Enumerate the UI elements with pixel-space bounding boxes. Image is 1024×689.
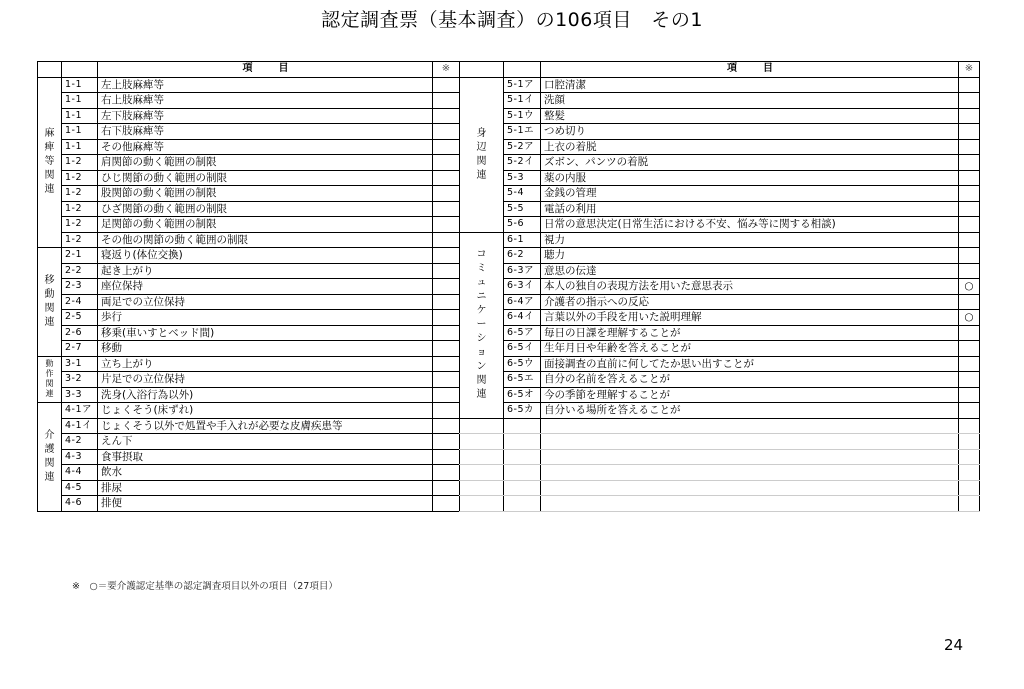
item-mark — [959, 108, 980, 124]
item-mark — [959, 139, 980, 155]
item-code: 6-4ア — [504, 294, 541, 310]
table-row — [460, 372, 980, 388]
blank-cell — [460, 449, 504, 465]
item-code: 2-3 — [62, 279, 98, 295]
item-name: ズボン、パンツの着脱 — [541, 155, 959, 171]
table-row — [38, 170, 460, 186]
item-name: 面接調査の直前に何してたか思い出すことが — [541, 356, 959, 372]
blank-cell — [504, 449, 541, 465]
item-header: 項 目 — [98, 62, 433, 78]
item-code: 6-4イ — [504, 310, 541, 326]
group-label — [38, 403, 62, 512]
group-label-char: シ — [476, 333, 487, 344]
item-code: 3-3 — [62, 387, 98, 403]
group-label — [38, 356, 62, 403]
item-code: 3-2 — [62, 372, 98, 388]
item-mark — [433, 356, 460, 372]
page-title: 認定調査票（基本調査）の106項目 その1 — [321, 9, 703, 31]
table-row — [460, 108, 980, 124]
table-header-row — [460, 62, 980, 78]
item-mark — [959, 403, 980, 419]
item-code: 6-5ウ — [504, 356, 541, 372]
blank-cell — [460, 434, 504, 450]
blank-cell — [541, 480, 959, 496]
item-mark — [959, 77, 980, 93]
item-mark: ○ — [959, 310, 980, 326]
table-row — [460, 124, 980, 140]
item-code: 6-1 — [504, 232, 541, 248]
table-row — [460, 263, 980, 279]
table-row — [460, 232, 980, 248]
table-row — [460, 403, 980, 419]
item-mark — [959, 341, 980, 357]
table-row — [38, 434, 460, 450]
blank-cell — [959, 449, 980, 465]
group-label-char: 動 — [45, 359, 54, 369]
items-table-left — [37, 61, 460, 512]
blank-cell — [504, 496, 541, 512]
item-code: 6-5エ — [504, 372, 541, 388]
blank-row — [460, 434, 980, 450]
code-header — [504, 62, 541, 78]
group-label-char: 関 — [44, 457, 55, 469]
item-mark — [433, 263, 460, 279]
item-name: 日常の意思決定(日常生活における不安、悩み等に関する相談) — [541, 217, 959, 233]
table-row — [460, 77, 980, 93]
item-name: 洗身(入浴行為以外) — [98, 387, 433, 403]
item-mark — [433, 108, 460, 124]
table-row — [38, 449, 460, 465]
group-label-char: ー — [476, 319, 487, 330]
item-code: 1-2 — [62, 201, 98, 217]
table-row — [460, 217, 980, 233]
item-code: 4-2 — [62, 434, 98, 450]
blank-cell — [460, 496, 504, 512]
page-number: 24 — [944, 636, 964, 654]
blank-cell — [959, 480, 980, 496]
blank-cell — [460, 418, 504, 434]
table-row — [460, 279, 980, 295]
table-row — [38, 155, 460, 171]
item-name: 歩行 — [98, 310, 433, 326]
item-code: 4-4 — [62, 465, 98, 481]
table-row — [38, 480, 460, 496]
item-name: 寝返り(体位交換) — [98, 248, 433, 264]
group-label-char: 連 — [44, 184, 55, 196]
item-mark — [433, 449, 460, 465]
group-label-char: 連 — [45, 389, 54, 399]
table-row — [38, 108, 460, 124]
item-code: 4-1イ — [62, 418, 98, 434]
item-code: 5-1ア — [504, 77, 541, 93]
item-code: 6-5カ — [504, 403, 541, 419]
item-code: 2-4 — [62, 294, 98, 310]
item-code: 1-2 — [62, 232, 98, 248]
footnote: ※ ○＝要介護認定基準の認定調査項目以外の項目（27項目） — [72, 581, 338, 592]
table-row — [38, 418, 460, 434]
item-code: 5-4 — [504, 186, 541, 202]
item-code: 1-1 — [62, 77, 98, 93]
item-code: 6-5イ — [504, 341, 541, 357]
item-code: 5-1ウ — [504, 108, 541, 124]
group-label-char: 関 — [44, 302, 55, 314]
item-code: 5-5 — [504, 201, 541, 217]
item-code: 5-1イ — [504, 93, 541, 109]
item-mark — [433, 387, 460, 403]
item-name: 本人の独自の表現方法を用いた意思表示 — [541, 279, 959, 295]
item-mark — [959, 170, 980, 186]
table-row — [460, 248, 980, 264]
item-mark — [433, 403, 460, 419]
item-name: じょくそう以外で処置や手入れが必要な皮膚疾患等 — [98, 418, 433, 434]
group-label-char: コ — [476, 249, 487, 260]
item-code: 1-2 — [62, 170, 98, 186]
item-name: 整髪 — [541, 108, 959, 124]
item-code: 6-5ア — [504, 325, 541, 341]
group-label-char: ン — [476, 361, 487, 372]
item-mark — [433, 139, 460, 155]
item-mark — [433, 434, 460, 450]
table-row — [460, 155, 980, 171]
items-table-right — [459, 61, 980, 512]
group-label-char: 等 — [44, 156, 55, 168]
item-mark: ○ — [959, 279, 980, 295]
item-mark — [959, 263, 980, 279]
item-name: 立ち上がり — [98, 356, 433, 372]
item-mark — [433, 186, 460, 202]
item-name: 左下肢麻痺等 — [98, 108, 433, 124]
table-row — [38, 139, 460, 155]
table-row — [38, 186, 460, 202]
item-code: 6-5オ — [504, 387, 541, 403]
item-name: 肩関節の動く範囲の制限 — [98, 155, 433, 171]
item-name: 起き上がり — [98, 263, 433, 279]
table-row — [38, 232, 460, 248]
group-label-char: ミ — [476, 263, 487, 274]
item-name: 口腔清潔 — [541, 77, 959, 93]
item-code: 1-1 — [62, 124, 98, 140]
item-mark — [959, 294, 980, 310]
mark-header: ※ — [433, 62, 460, 78]
item-code: 1-1 — [62, 93, 98, 109]
table-row — [38, 294, 460, 310]
item-mark — [433, 170, 460, 186]
table-row — [460, 325, 980, 341]
group-label-char: 連 — [44, 471, 55, 483]
item-mark — [433, 325, 460, 341]
code-header — [62, 62, 98, 78]
table-row — [460, 387, 980, 403]
item-code: 5-2イ — [504, 155, 541, 171]
table-row — [38, 201, 460, 217]
item-mark — [959, 155, 980, 171]
item-mark — [433, 155, 460, 171]
item-name: えん下 — [98, 434, 433, 450]
item-name: 自分の名前を答えることが — [541, 372, 959, 388]
blank-cell — [541, 418, 959, 434]
group-label — [38, 77, 62, 248]
item-mark — [433, 279, 460, 295]
item-mark — [433, 465, 460, 481]
item-name: 金銭の管理 — [541, 186, 959, 202]
group-label-char: 関 — [476, 375, 487, 386]
item-name: 薬の内服 — [541, 170, 959, 186]
blank-cell — [460, 465, 504, 481]
item-code: 5-1エ — [504, 124, 541, 140]
table-row — [460, 356, 980, 372]
item-name: 座位保持 — [98, 279, 433, 295]
item-name: ひじ関節の動く範囲の制限 — [98, 170, 433, 186]
group-label-char: 連 — [476, 169, 487, 181]
table-row — [38, 217, 460, 233]
group-label-char: 連 — [44, 316, 55, 328]
blank-row — [460, 449, 980, 465]
blank-cell — [541, 449, 959, 465]
group-label-char: 移 — [44, 274, 55, 286]
table-row — [38, 465, 460, 481]
group-label — [460, 232, 504, 418]
item-code: 5-2ア — [504, 139, 541, 155]
item-name: 視力 — [541, 232, 959, 248]
group-label-char: 身 — [476, 127, 487, 139]
item-mark — [959, 186, 980, 202]
table-row — [38, 248, 460, 264]
table-row — [460, 310, 980, 326]
group-label-char: ョ — [476, 347, 487, 358]
mark-header: ※ — [959, 62, 980, 78]
table-row — [460, 170, 980, 186]
item-mark — [959, 124, 980, 140]
table-row — [38, 325, 460, 341]
table-row — [38, 77, 460, 93]
item-mark — [433, 372, 460, 388]
item-mark — [959, 217, 980, 233]
table-row — [38, 403, 460, 419]
table-row — [38, 93, 460, 109]
table-row — [38, 279, 460, 295]
item-mark — [433, 418, 460, 434]
table-row — [38, 387, 460, 403]
group-label-char: 関 — [45, 379, 54, 389]
blank-cell — [504, 480, 541, 496]
table-row — [38, 496, 460, 512]
group-label-char: 関 — [476, 155, 487, 167]
item-name: 生年月日や年齢を答えることが — [541, 341, 959, 357]
item-mark — [959, 387, 980, 403]
item-name: その他麻痺等 — [98, 139, 433, 155]
group-label-char: 護 — [44, 443, 55, 455]
blank-cell — [959, 434, 980, 450]
item-mark — [959, 201, 980, 217]
item-mark — [433, 248, 460, 264]
group-header — [460, 62, 504, 78]
group-label-char: ニ — [476, 291, 487, 302]
item-code: 4-6 — [62, 496, 98, 512]
item-name: 片足での立位保持 — [98, 372, 433, 388]
table-row — [38, 124, 460, 140]
table-row — [460, 201, 980, 217]
blank-row — [460, 496, 980, 512]
item-code: 2-7 — [62, 341, 98, 357]
group-label-char: ケ — [476, 305, 487, 316]
group-label-char: 辺 — [476, 141, 487, 153]
group-label-char: 作 — [45, 369, 54, 379]
item-code: 1-2 — [62, 155, 98, 171]
table-header-row — [38, 62, 460, 78]
item-mark — [433, 201, 460, 217]
item-code: 6-3ア — [504, 263, 541, 279]
item-mark — [433, 77, 460, 93]
table-row — [460, 341, 980, 357]
item-name: 上衣の着脱 — [541, 139, 959, 155]
group-label-char: 麻 — [44, 128, 55, 140]
item-code: 1-2 — [62, 186, 98, 202]
group-label-char: 関 — [44, 170, 55, 182]
item-mark — [433, 232, 460, 248]
table-row — [460, 93, 980, 109]
table-row — [38, 263, 460, 279]
item-mark — [433, 341, 460, 357]
group-label-char: 動 — [44, 288, 55, 300]
table-row — [38, 341, 460, 357]
blank-cell — [541, 465, 959, 481]
item-name: つめ切り — [541, 124, 959, 140]
item-code: 2-1 — [62, 248, 98, 264]
item-name: 食事摂取 — [98, 449, 433, 465]
item-mark — [433, 93, 460, 109]
item-name: 電話の利用 — [541, 201, 959, 217]
item-name: 両足での立位保持 — [98, 294, 433, 310]
table-row — [38, 310, 460, 326]
item-name: 毎日の日課を理解することが — [541, 325, 959, 341]
item-mark — [959, 372, 980, 388]
item-name: 排便 — [98, 496, 433, 512]
item-mark — [959, 356, 980, 372]
item-mark — [433, 310, 460, 326]
item-name: ひざ関節の動く範囲の制限 — [98, 201, 433, 217]
blank-cell — [504, 434, 541, 450]
group-label — [460, 77, 504, 232]
item-name: 飲水 — [98, 465, 433, 481]
item-mark — [959, 248, 980, 264]
item-mark — [959, 325, 980, 341]
item-name: 左上肢麻痺等 — [98, 77, 433, 93]
item-mark — [433, 124, 460, 140]
blank-row — [460, 480, 980, 496]
item-name: 右下肢麻痺等 — [98, 124, 433, 140]
item-mark — [433, 294, 460, 310]
item-name: 聴力 — [541, 248, 959, 264]
blank-cell — [504, 465, 541, 481]
group-header — [38, 62, 62, 78]
table-row — [38, 356, 460, 372]
group-label-char: 連 — [476, 389, 487, 400]
item-code: 5-3 — [504, 170, 541, 186]
table-row — [460, 186, 980, 202]
item-name: 意思の伝達 — [541, 263, 959, 279]
item-name: じょくそう(床ずれ) — [98, 403, 433, 419]
item-code: 4-1ア — [62, 403, 98, 419]
blank-row — [460, 465, 980, 481]
item-name: 自分いる場所を答えることが — [541, 403, 959, 419]
blank-cell — [504, 418, 541, 434]
group-label-char: 介 — [44, 429, 55, 441]
blank-cell — [959, 496, 980, 512]
item-header: 項 目 — [541, 62, 959, 78]
blank-row — [460, 418, 980, 434]
item-name: 足関節の動く範囲の制限 — [98, 217, 433, 233]
item-name: 移乗(車いすとベッド間) — [98, 325, 433, 341]
item-code: 2-6 — [62, 325, 98, 341]
item-code: 4-3 — [62, 449, 98, 465]
item-mark — [433, 480, 460, 496]
item-name: 右上肢麻痺等 — [98, 93, 433, 109]
blank-cell — [541, 434, 959, 450]
item-code: 3-1 — [62, 356, 98, 372]
item-name: 股関節の動く範囲の制限 — [98, 186, 433, 202]
blank-cell — [541, 496, 959, 512]
item-code: 6-2 — [504, 248, 541, 264]
item-code: 2-2 — [62, 263, 98, 279]
item-code: 5-6 — [504, 217, 541, 233]
item-code: 1-2 — [62, 217, 98, 233]
group-label-char: 痺 — [44, 142, 55, 154]
item-name: 今の季節を理解することが — [541, 387, 959, 403]
table-row — [38, 372, 460, 388]
blank-cell — [460, 480, 504, 496]
item-name: 洗顔 — [541, 93, 959, 109]
group-label-char: ュ — [476, 277, 487, 288]
item-code: 6-3イ — [504, 279, 541, 295]
blank-cell — [959, 465, 980, 481]
item-code: 2-5 — [62, 310, 98, 326]
item-name: その他の関節の動く範囲の制限 — [98, 232, 433, 248]
item-mark — [433, 496, 460, 512]
item-code: 1-1 — [62, 139, 98, 155]
item-mark — [433, 217, 460, 233]
table-row — [460, 139, 980, 155]
item-name: 介護者の指示への反応 — [541, 294, 959, 310]
item-code: 1-1 — [62, 108, 98, 124]
blank-cell — [959, 418, 980, 434]
item-name: 排尿 — [98, 480, 433, 496]
group-label — [38, 248, 62, 357]
item-mark — [959, 93, 980, 109]
item-mark — [959, 232, 980, 248]
item-name: 移動 — [98, 341, 433, 357]
item-name: 言葉以外の手段を用いた説明理解 — [541, 310, 959, 326]
table-row — [460, 294, 980, 310]
item-code: 4-5 — [62, 480, 98, 496]
